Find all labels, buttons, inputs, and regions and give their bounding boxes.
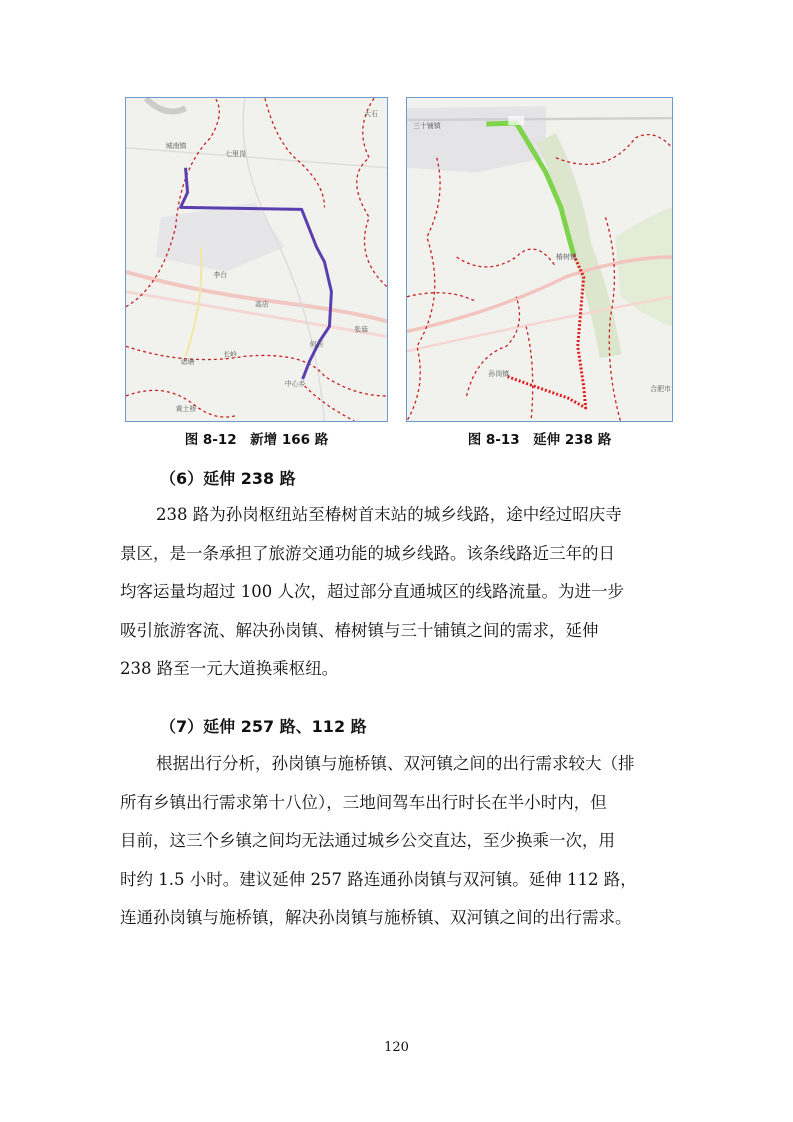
body-line: 吸引旅游客流、解决孙岗镇、椿树镇与三十铺镇之间的需求，延伸 xyxy=(120,620,599,640)
map-label: 合肥市 xyxy=(650,385,671,394)
body-line: 均客运量均超过 100 人次，超过部分直通城区的线路流量。为进一步 xyxy=(120,582,624,601)
section-6-body xyxy=(120,496,676,689)
body-line: 景区，是一条承担了旅游交通功能的城乡线路。该条线路近三年的日 xyxy=(120,543,615,563)
map-label: 城南镇 xyxy=(165,141,187,150)
figure-caption-8-12: 图 8-12 新增 166 路 xyxy=(184,432,329,448)
map-label: 何店 xyxy=(309,340,324,349)
section-heading-6: （6）延伸 238 路 xyxy=(160,469,296,488)
figure-caption-8-13: 图 8-13 延伸 238 路 xyxy=(467,432,612,448)
map-canvas-166 xyxy=(126,98,387,421)
body-line: 所有乡镇出行需求第十八位），三地间驾车出行时长在半小时内，但 xyxy=(120,792,607,812)
map-label: 李台 xyxy=(213,270,228,279)
map-label: 三十铺镇 xyxy=(412,121,441,130)
map-label: 诸塘 xyxy=(180,358,195,367)
body-line: 根据出行分析，孙岗镇与施桥镇、双河镇之间的出行需求较大（排 xyxy=(156,754,635,773)
map-canvas-238 xyxy=(407,98,672,421)
map-label: 张庙 xyxy=(354,325,369,334)
map-label: 中心乡 xyxy=(284,380,306,389)
map-figure-8-13 xyxy=(406,97,673,422)
map-label: 孙岗镇 xyxy=(488,370,510,379)
map-label: 黄土桥 xyxy=(175,404,197,413)
map-label: 高店 xyxy=(255,300,269,309)
body-line: 238 路至一元大道换乘枢纽。 xyxy=(120,659,339,678)
map-figure-8-12 xyxy=(125,97,388,422)
body-line: 时约 1.5 小时。建议延伸 257 路连通孙岗镇与双河镇。延伸 112 路， xyxy=(120,869,637,889)
map-label: 大石 xyxy=(364,110,379,119)
body-line: 238 路为孙岗枢纽站至椿树首末站的城乡线路，途中经过昭庆寺 xyxy=(156,505,622,524)
map-label: 七里岗 xyxy=(225,149,247,158)
body-line: 连通孙岗镇与施桥镇，解决孙岗镇与施桥镇、双河镇之间的出行需求。 xyxy=(120,908,632,927)
map-label: 长岭 xyxy=(223,350,238,359)
section-heading-7: （7）延伸 257 路、112 路 xyxy=(160,717,367,736)
map-label: 椿树镇 xyxy=(555,253,577,262)
body-line: 目前，这三个乡镇之间均无法通过城乡公交直达，至少换乘一次，用 xyxy=(120,831,615,850)
section-7-body xyxy=(120,745,676,938)
page-number: 120 xyxy=(384,1040,409,1055)
